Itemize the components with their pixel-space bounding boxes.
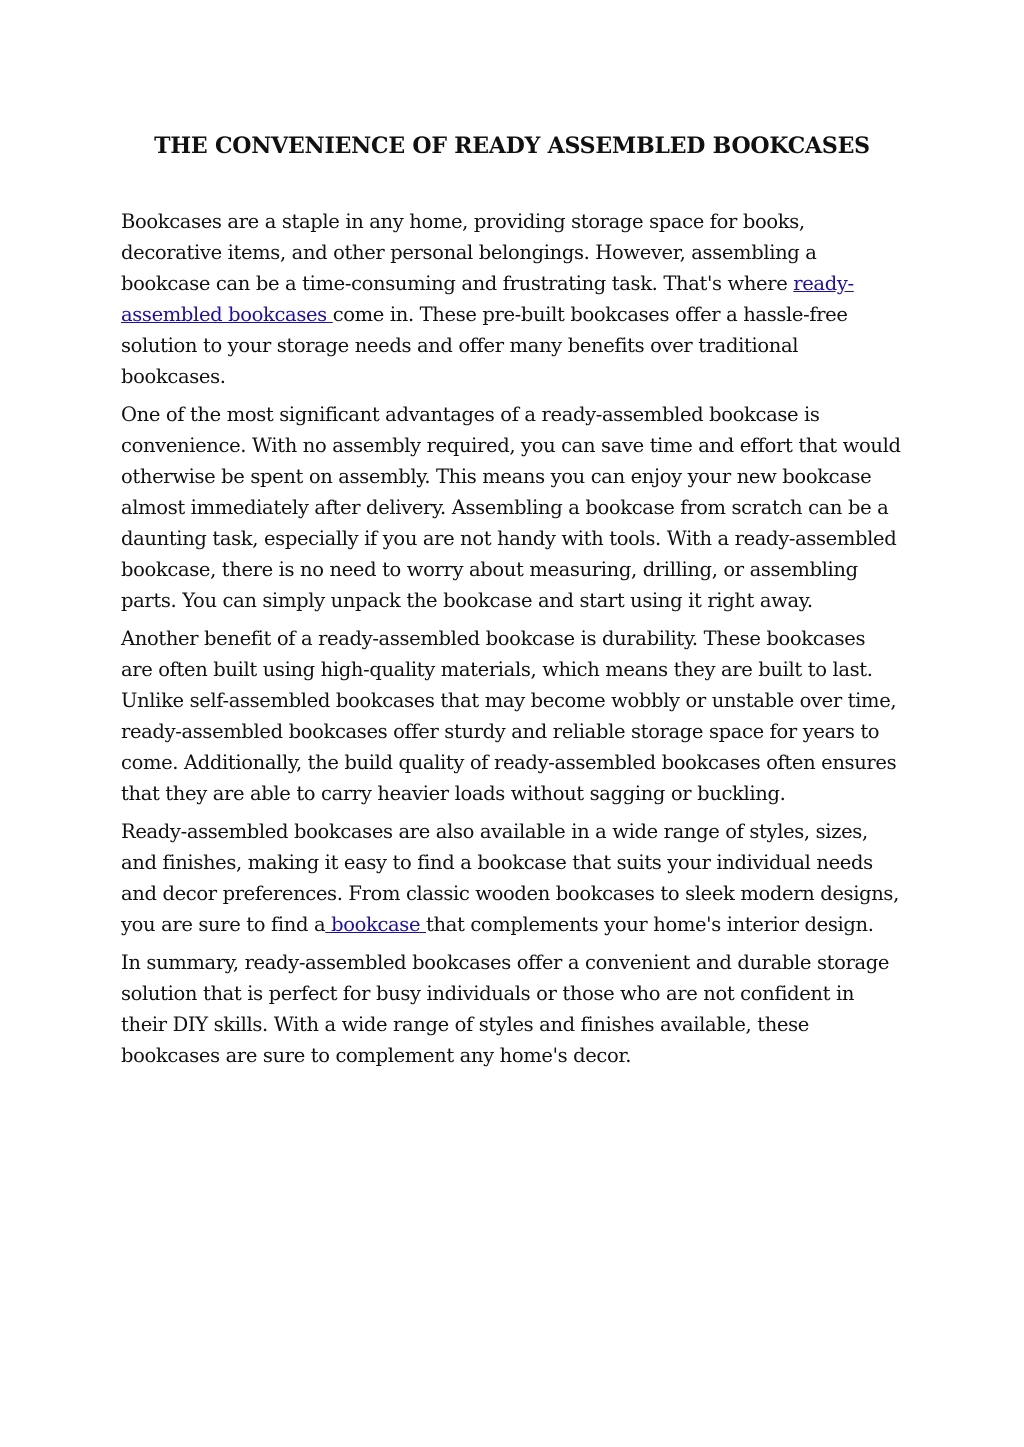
paragraph-intro-text-before: Bookcases are a staple in any home, providing storage space for books, decorative items, and other personal belongings. However, assembling a bookcase can be a time-consuming and frustrating task. That's where (121, 210, 817, 295)
paragraph-convenience: One of the most significant advantages of a ready-assembled bookcase is convenience. With no assembly required, you can save time and effort that would otherwise be spent on assembly. This means you can enjoy your new bookcase almost immediately after delivery. Assembling a bookcase from scratch can be a daunting task, especially if you are not handy with tools. With a ready-assembled bookcase, there is no need to worry about measuring, drilling, or assembling parts. You can simply unpack the bookcase and start using it right away. (121, 403, 901, 612)
paragraph-durability: Another benefit of a ready-assembled bookcase is durability. These bookcases are often built using high-quality materials, which means they are built to last. Unlike self-assembled bookcases that may become wobbly or unstable over time, ready-assembled bookcases offer sturdy and reliable storage space for years to come. Additionally, the build quality of ready-assembled bookcases often ensures that they are able to carry heavier loads without sagging or buckling. (121, 627, 897, 805)
document-body (121, 206, 901, 1078)
paragraph-styles (121, 816, 901, 940)
ready-assembled-bookcases-link[interactable]: ready-assembled bookcases (121, 272, 854, 326)
paragraph-styles-text-after: that complements your home's interior design. (426, 913, 874, 936)
paragraph-summary: In summary, ready-assembled bookcases offer a convenient and durable storage solution that is perfect for busy individuals or those who are not confident in their DIY skills. With a wide range of styles and finishes available, these bookcases are sure to complement any home's decor. (121, 951, 890, 1067)
paragraph-styles-text-before: Ready-assembled bookcases are also available in a wide range of styles, sizes, and finishes, making it easy to find a bookcase that suits your individual needs and decor preferences. From classic wooden bookcases to sleek modern designs, you are sure to find a (121, 820, 899, 936)
paragraph-intro (121, 206, 901, 392)
document-title: THE CONVENIENCE OF READY ASSEMBLED BOOKCASES (154, 133, 870, 159)
bookcase-link[interactable]: bookcase (325, 913, 427, 936)
paragraph-intro-text-after: come in. These pre-built bookcases offer a hassle-free solution to your storage needs and offer many benefits over traditional bookcases. (121, 303, 848, 388)
